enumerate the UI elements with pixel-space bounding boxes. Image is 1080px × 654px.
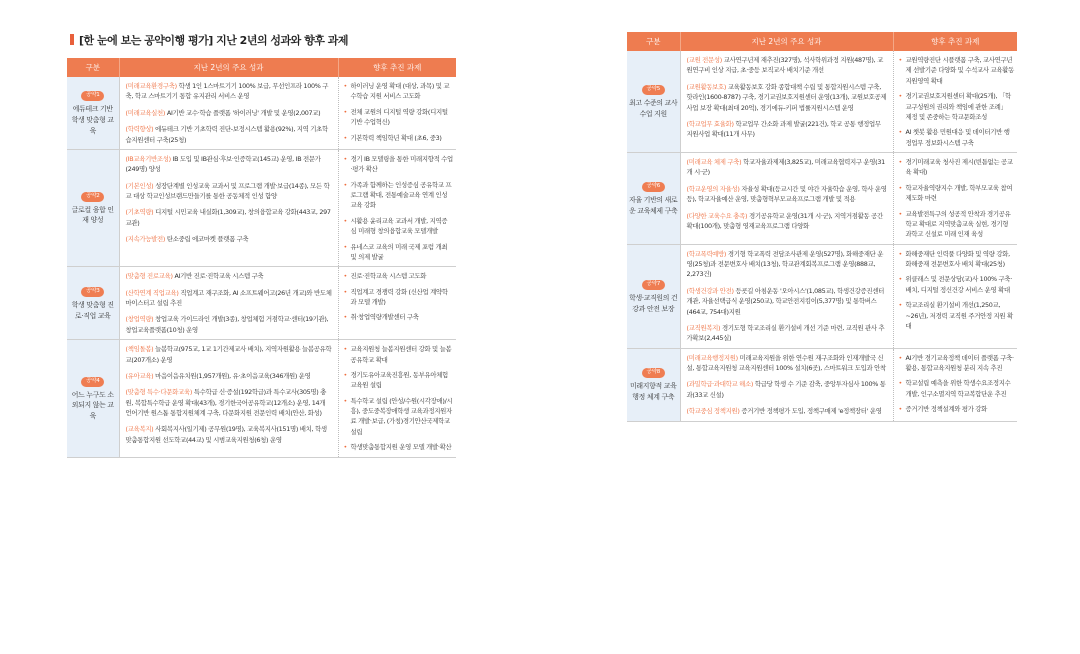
pledge-title: 에듀테크 기반 학생 맞춤형 교육 [71,105,114,135]
category-cell [627,51,680,153]
pledge-title: 최고 수준의 교사 수업 지원 [629,99,678,118]
future-task-item: • 경기미래교육 청사진 제시(빈틈없는 공교육 확대) [899,157,1015,178]
future-task-item: • 경기도유아교육진흥원, 동부유아체험교육원 설립 [344,370,454,391]
achievement-text: 창업교육 가이드라인 개발(3종), 창업체험 거점학교·센터(19기관), 창업교육플랫폼(10청) 운영 [125,315,329,334]
achievement-tag: (맞춤형 특수·다문화교육) [125,388,193,397]
pledge-badge: 공약1 [81,91,104,101]
header-future: 향후 추진 과제 [338,58,456,77]
achievement-tag: (학교업무 효율화) [686,119,734,128]
achievement-item [126,207,333,228]
future-task-item: • 하이러닝 운영 확대 (대상, 과목) 및 교수학습 지원 서비스 고도화 [344,81,454,102]
pledge-title: 학생 맞춤형 진로·직업 교육 [71,300,114,320]
achievement-text: 자율성 확대(등교시간 및 야간 자율학습 운영, 학사 운영 등), 학교자율예산 운영, 맞춤형혁부모교육프로그램 개발 및 적용 [686,184,887,204]
achievement-item [687,82,888,113]
achievements-cell [119,340,338,457]
achievement-item [126,344,333,365]
achievement-text: 직업계고 재구조화, AI 소프트웨어고(26년 개교)와 반도체 마이스터고 설립 추진 [125,288,332,307]
pledge-badge: 공약2 [81,192,104,202]
achievement-tag: (교직원복지) [686,323,721,332]
achievement-text: 사회복지사(일기제) 공무원(19명), 교육복지사(151명) 배치, 학생맞춤통합지원 선도학교(44교) 및 시범교육지원청(6청) 운영 [125,425,327,444]
category-cell [67,267,119,340]
achievement-item [687,379,888,400]
achievement-text: 성장단계별 인성교육 교과서 및 프로그램 개발·보급(14종), 모든 학교 대상 학교인성브랜드만들기를 통한 공동체적 인성 함양 [125,181,330,200]
left-table-body [67,77,456,457]
future-task-item: • 화해중재단 인력풀 다양화 및 역량 강화, 화해중재 전문변호사 배치 확대(25청) [899,249,1015,270]
pledge-title: 어느 누구도 소외되지 않는 교육 [71,390,114,421]
right-policy-table [627,32,1017,422]
future-tasks-cell [338,77,456,149]
future-task-item: • 시활용 윤리교육 교과서 개발, 지역증심 미래형 창의융합교육 모델개발 [344,216,454,237]
achievement-item [687,184,888,205]
pledge-badge: 공약5 [642,85,665,95]
pledge-badge: 공약3 [81,287,104,297]
page-title [70,32,348,48]
achievement-tag: (창업역량) [125,315,154,324]
achievement-item [687,55,888,76]
future-task-item: • 교육발전특구의 성공적 안착과 경기공유학교 확대로 지역맞춤교육 실현, 경기형 과학고 신설로 미래 인재 육성 [899,209,1015,240]
achievement-item [126,288,333,309]
achievement-text: AI기반 진로·진학교육 시스템 구축 [172,272,264,281]
pledge-badge: 공약8 [642,368,665,378]
future-task-item: • 특수학교 설립 (안성/수원(시각장애)/시흥), 중도중복장애학생 교육과정지원자료 개발·보급, (가칭)경기안산국제학교 설립 [344,396,454,438]
header-category: 구분 [627,32,680,51]
category-cell [67,149,119,266]
header-future: 향후 추진 과제 [893,32,1017,51]
achievements-cell [119,77,338,149]
category-cell [627,348,680,421]
left-table-header [67,58,456,77]
achievements-cell [680,244,893,348]
title-accent-bar [70,34,74,45]
future-task-item: • 유네스코 교육의 미래 국제 포럼 개최 및 의제 발굴 [344,242,454,263]
achievement-text: 경기도형 학교조리실 환기설비 개선 기준 마련, 교직원 관사 추가확보(2,445실) [686,323,885,343]
policy-row [627,348,1017,421]
pledge-badge: 공약4 [81,377,104,387]
achievement-text: 경기형 학교폭력 전담조사관제 운영(527명), 화해중재단 운영(25청)과 전문변호사 배치(13청), 학교관계회복프로그램 운영(888교, 2,273건) [686,249,884,279]
pledge-title: 학생·교직원의 건강과 안전 보장 [629,293,678,313]
future-task-item: • AI기반 경기교육정책 데이터 플랫폼 구축·활용, 통합교육지원청 분리 지속 추진 [899,353,1015,374]
policy-row [67,77,456,149]
future-task-item: • 경기 IB 모델링을 통한 미래지향적 수업·평가 확산 [344,154,454,175]
pledge-badge: 공약6 [642,182,665,192]
achievement-item [687,353,888,374]
future-tasks-cell [338,340,456,457]
right-table-header [627,32,1017,51]
category-cell [627,244,680,348]
achievement-text: 교육활동보호 강화 종합대책 수립 및 통합지원시스템 구축, 핫라인(1600-8787) 구축, 경기교권보호지원센터 운영(13개), 교원보호공제 사업 보장 확대(최대 20억), 경기에듀-키퍼 법률지원시스템 운영 [686,82,887,112]
future-task-item: • AI 챗봇 활용 민원대응 및 데이터기반 행정업무 정보화시스템 구축 [899,127,1015,148]
future-tasks-cell [893,51,1017,153]
achievement-text: IB 도입 및 IB관심·후보·인증학교(145교) 운영, IB 전문가(249명) 양성 [125,154,321,174]
achievement-tag: (학교중심 정책지원) [686,407,740,416]
achievement-text: 증거기반 정책평가 도입, 정책구매제 'e정책장터' 운영 [739,407,882,416]
achievement-tag: (미래교육환경구축) [125,82,177,90]
future-tasks-cell [338,149,456,266]
future-task-item: • 증거기반 정책설계와 평가 강화 [899,404,1015,414]
policy-row [627,153,1017,245]
policy-row [627,244,1017,348]
future-task-item: • 취·창업역량개발센터 구축 [344,312,454,322]
achievement-tag: (산학연계 직업교육) [125,288,179,297]
achievement-item [687,406,888,416]
achievement-tag: (학교운영의 자율성) [686,184,740,193]
achievement-item [126,424,333,445]
achievement-item [126,271,333,281]
achievement-tag: (기본인성) [125,181,154,190]
header-achievements: 지난 2년의 주요 성과 [680,32,893,51]
policy-row [67,340,456,457]
achievement-tag: (기초역량) [125,208,154,217]
header-achievements: 지난 2년의 주요 성과 [119,58,338,77]
achievement-text: 탄소중립 에코마켓 플랫폼 구축 [165,235,249,244]
right-table-body [627,51,1017,421]
achievement-item [687,286,888,317]
category-cell [67,340,119,457]
achievement-item [687,119,888,140]
future-task-item: • 학교조리실 환기설비 개선(1,250교, ~26년), 저경력 교직원 주거안정 지원 확대 [899,300,1015,331]
policy-row [67,267,456,340]
achievements-cell [680,153,893,245]
achievement-item [126,314,333,335]
achievement-item [126,124,333,145]
achievement-tag: (미래교육 체제 구축) [686,158,742,166]
achievement-text: 에듀테크 기반 기초학력 진단-보정시스템 활용(92%), 지역 기초학습지원센터 구축(25청) [125,125,328,144]
achievement-tag: (학생건강과 안전) [686,286,734,295]
achievement-tag: (교육복지) [125,425,154,434]
achievement-text: 학교업무 간소화 과제 발굴(221건), 학교 공통 행정업무 지원사업 확대(11개 사무) [686,119,881,139]
achievement-tag: (다양한 교육수요 충족) [686,211,748,220]
future-tasks-cell [893,153,1017,245]
achievements-cell [680,348,893,421]
future-task-item: • 학교설립 예측을 위한 학생수요조정지수 개발, 인구소멸지역 학교복합단운 추진 [899,378,1015,399]
achievement-tag: (유아교육) [125,371,154,380]
future-task-item: • 경기교권보호지원센터 확대(25개), 「학교구성원의 권리와 책임에 관한 조례」 제정 및 존중하는 학교문화조성 [899,91,1015,122]
achievement-item [126,371,333,381]
achievement-tag: (맞춤형 진로교육) [125,272,173,281]
achievement-tag: (IB교육기반조성) [125,154,171,163]
achievement-text: 디지털 시민교육 내실화(1,309교), 창의융합교육 강화(443교, 297교관) [125,208,331,227]
policy-row [67,149,456,266]
pledge-title: 글로컬 융합 인재 양성 [71,205,114,225]
future-task-item: • 기본학력 책임학년 확대 (초6, 중3) [344,133,454,143]
future-tasks-cell [893,244,1017,348]
achievement-tag: (미래교육행정지원) [686,353,738,362]
achievement-text: 특수학급 신·증설(192학급)과 특수교사(305명) 충원, 복합특수학급 운영 확대(43개), 경기한국어공유학교(12개소) 운영, 14개 언어기반 원스톱 통합지원체계 구축, 다문화지원 전문인력 배치(안산, 화성) [125,388,327,417]
achievement-item [687,211,888,232]
achievements-cell [680,51,893,153]
achievement-tag: (지속가능발전) [125,235,166,244]
achievement-item [126,154,333,175]
achievement-tag: (교원 전문성) [686,56,722,64]
future-task-item: • 교육지원청 늘봄지원센터 강화 및 늘봄공유학교 확대 [344,344,454,365]
pledge-title: 미래지향적 교육행정 체계 구축 [630,382,677,401]
future-task-item: • 가족과 함께하는 인성증심 공유학교 프로그램 확대, 전통예술교육 연계 인성교육 강화 [344,180,454,211]
achievement-item [687,157,888,178]
achievement-item [687,249,888,280]
future-task-item: • 전체 교원의 디지털 역량 강화(디지털 기반 수업혁신) [344,107,454,128]
future-tasks-cell [338,267,456,340]
future-task-item: • 직업계고 경쟁력 강화 (신산업 계약학과 모델 개발) [344,287,454,308]
achievement-tag: (학교폭력예방) [686,249,727,258]
achievement-tag: (과밀학급·과대학교 해소) [686,380,754,389]
achievement-text: 교사연구년제 재추진(327명), 석사학위과정 지원(487명), 교원연구비 인상 지급, 초·중등 보직교사 배치기준 개선 [686,56,883,75]
achievement-text: AI기반 교수·학습 플랫폼 '하이러닝' 개발 및 운영(2,007교) [165,108,321,117]
future-tasks-cell [893,348,1017,421]
achievements-cell [119,267,338,340]
future-task-item: • 위클래스 및 전문상담(교)사 100% 구축·배치, 디지털 정신건강 서비스 운영 확대 [899,274,1015,295]
pledge-title: 자율 기반의 새로운 교육체제 구축 [629,196,678,215]
future-task-item: • 교원역량진단 시플랫폼 구축, 교사연구년제 선발기준 다양화 및 수석교사 교육활동 지원영역 확대 [899,55,1015,86]
achievement-item [126,81,333,102]
category-cell [67,77,119,149]
achievement-text: 등굣길 아침운동 '오아시스'(1,085교), 학생건강증진센터 개관, 자율선택급식 운영(250교), 학교안전지킴이(5,377명) 및 통학버스(464교, 754대)지원 [686,286,884,316]
achievement-item [126,181,333,202]
page-title-text: [한 눈에 보는 공약이행 평가] 지난 2년의 성과와 향후 과제 [79,34,348,47]
achievement-tag: (책임돌봄) [125,345,154,354]
achievement-text: 미래교육지원을 위한 연수원 재구조화와 인재개발국 신설, 통합교육지원청 교육지원센터 100% 설치(6곳), 스마트워크 도입과 안착 [686,353,886,372]
achievement-text: 마음이음유치원(1,957개원), 유·초이음교육(346개원) 운영 [153,371,311,380]
achievement-text: 학교자율과제제(3,825교), 미래교육협력지구 운영(31개 시·군) [686,158,885,177]
future-task-item: • 학교자율역량지수 개발, 학부모교육 참여 제도화 마련 [899,183,1015,204]
achievement-text: 경기공유학교 운영(31개 시·군), 지역거점활동 공간 확대(100개), 맞춤형 영재교육프로그램 다양화 [686,211,883,230]
future-task-item: • 학생맞춤통합지원 운영 모델 개발·확산 [344,442,454,452]
achievements-cell [119,149,338,266]
achievement-tag: (교원활동보호) [686,82,727,91]
achievement-tag: (학력향상) [125,125,154,134]
achievement-text: 늘봄학교(975교, 1교 1기간제교사 배치), 지역자원활용 늘봄공유학교(207개소) 운영 [125,345,332,364]
achievement-item [687,323,888,344]
achievement-text: 학급당 학생 수 기준 감축, 중앙투자심사 100% 통과(33교 신설) [686,380,886,399]
header-category: 구분 [67,58,119,77]
policy-row [627,51,1017,153]
pledge-badge: 공약7 [642,280,665,290]
achievement-tag: (미래교육실천) [125,108,166,117]
achievement-item [126,234,333,244]
achievement-item [126,108,333,118]
achievement-text: 학생 1인 1스마트기기 100% 보급, 무선인프라 100% 구축, 학교 스마트기기 통합 유지관리 서비스 운영 [125,82,329,101]
achievement-item [126,387,333,418]
category-cell [627,153,680,245]
left-policy-table [67,58,456,458]
future-task-item: • 진로·진학교육 시스템 고도화 [344,271,454,281]
